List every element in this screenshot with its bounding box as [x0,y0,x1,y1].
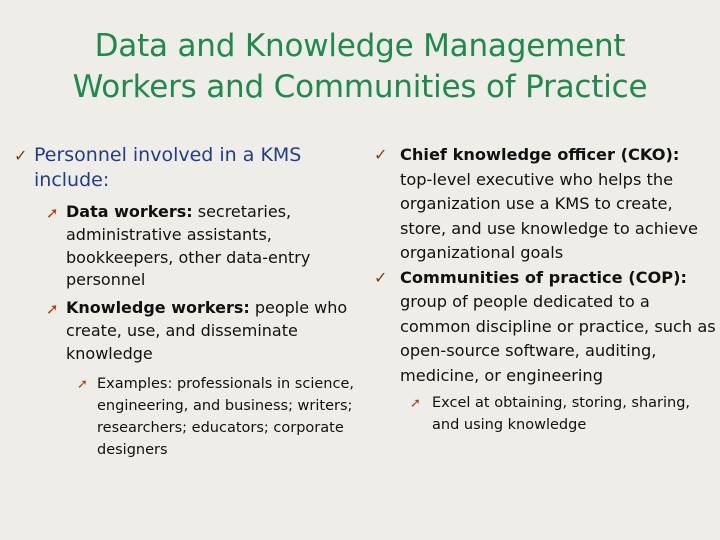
right-column [356,143,716,436]
bullet-cko-text [400,143,716,266]
bullet-personnel [14,143,354,192]
arrow-icon: ➚ [77,376,88,392]
arrow-icon: ➚ [46,204,59,222]
cop-description: group of people dedicated to a common discipline or practice, such as open-source software, auditing, medicine, or engineering [400,292,716,385]
bullet-personnel-text: Personnel involved in a KMS include: [34,144,302,191]
bullet-excel-text: Excel at obtaining, storing, sharing, and using knowledge [432,395,691,433]
title-line-2: Workers and Communities of Practice [72,69,648,105]
bullet-knowledge-workers-text [66,297,354,365]
check-icon: ✓ [374,145,388,164]
title-line-1: Data and Knowledge Management [94,28,626,64]
bullet-cop-text [400,266,716,389]
bullet-excel [356,392,716,436]
bullet-examples [14,373,354,461]
knowledge-workers-description: people who create, use, and disseminate knowledge [66,298,348,363]
knowledge-workers-label: Knowledge workers: [66,298,250,318]
check-icon: ✓ [374,267,388,287]
bullet-cko [356,143,716,266]
cko-description: top-level executive who helps the organization use a KMS to create, store, and use knowledge to achieve organizational goals [400,169,698,262]
bullet-data-workers-text [66,201,354,292]
data-workers-description: secretaries, administrative assistants, bookkeepers, other data-entry personnel [66,202,311,290]
check-icon: ✓ [14,146,28,165]
data-workers-label: Data workers: [66,202,193,221]
bullet-data-workers [14,201,354,292]
cko-label: Chief knowledge officer (CKO): [400,145,680,164]
bullet-cop [356,266,716,389]
bullet-knowledge-workers [14,297,354,365]
bullet-examples-text: Examples: professionals in science, engineering, and business; writers; researchers; educators; corporate designers [97,375,354,458]
left-column [14,143,354,461]
cop-label: Communities of practice (COP): [400,267,688,287]
slide-title [10,26,710,108]
arrow-icon: ➚ [46,300,59,319]
arrow-icon: ➚ [410,396,421,411]
